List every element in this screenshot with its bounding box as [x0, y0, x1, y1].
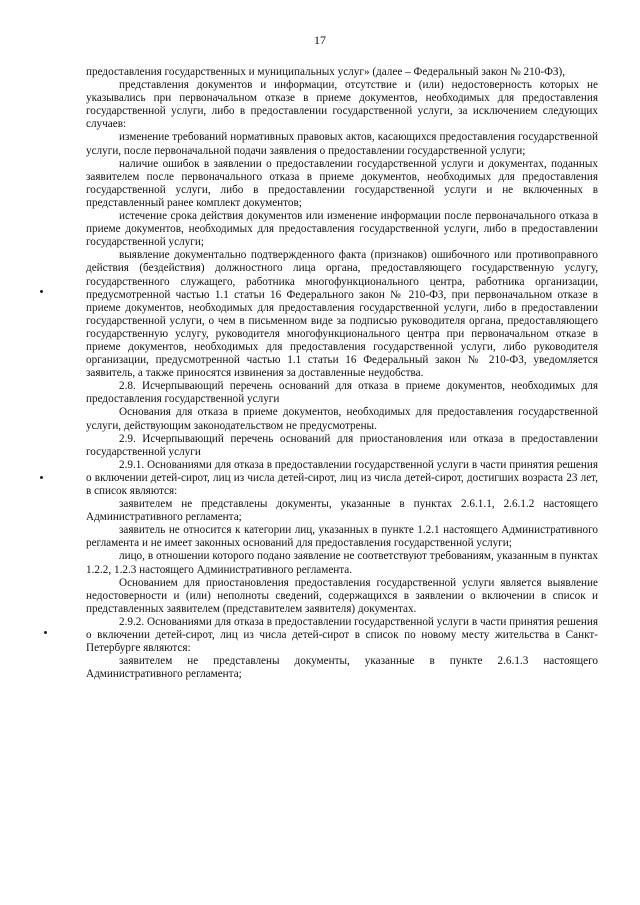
paragraph: заявителем не представлены документы, указанные в пункте 2.6.1.3 настоящего Административного регламента; [86, 655, 598, 681]
margin-mark [44, 631, 47, 634]
margin-mark [40, 290, 43, 293]
paragraph: наличие ошибок в заявлении о предоставлении государственной услуги и документах, поданных заявителем после первоначального отказа в приеме документов, необходимых для предоставления государственной услуги, либо в предоставлении государственной услуги и не включенных в представленный ранее комплект документов; [86, 157, 598, 209]
paragraph: заявитель не относится к категории лиц, указанных в пункте 1.2.1 настоящего Административного регламента и не имеет законных оснований для предоставления государственной услуги; [86, 524, 598, 550]
paragraph: выявление документально подтвержденного факта (признаков) ошибочного или противоправного действия (бездействия) должностного лица органа, предоставляющего государственную услугу, государственного служащего, работника многофункционального центра, работника организации, предусмотренной частью 1.1 статьи 16 Федерального закон № 210-ФЗ, при первоначальном отказе в приеме документов, необходимых для предоставления государственной услуги, либо в предоставлении государственной услуги, о чем в письменном виде за подписью руководителя органа, предоставляющего государственную услугу, руководителя многофункционального центра при первоначальном отказе в приеме документов, необходимых для предоставления государственной услуги, либо руководителя организации, предусмотренной частью 1.1 статьи 16 Федеральный закон № 210-ФЗ, уведомляется заявитель, а также приносятся извинения за доставленные неудобства. [86, 249, 598, 380]
paragraph: Основанием для приостановления предоставления государственной услуги является выявление недостоверности и (или) неполноты сведений, содержащихся в заявлении о включении в список и представленных заявителем (представителем заявителя) документах. [86, 576, 598, 615]
page-number: 17 [314, 33, 326, 47]
paragraph: представления документов и информации, отсутствие и (или) недостоверность которых не указывались при первоначальном отказе в приеме документов, необходимых для предоставления государственной услуги, либо в предоставлении государственной услуги, за исключением следующих случаев: [86, 79, 598, 131]
document-body [86, 66, 598, 681]
section-heading: 2.8. Исчерпывающий перечень оснований для отказа в приеме документов, необходимых для предоставления государственной услуги [86, 380, 598, 406]
margin-mark [40, 476, 43, 479]
paragraph: лицо, в отношении которого подано заявление не соответствуют требованиям, указанным в пунктах 1.2.2, 1.2.3 настоящего Административного регламента. [86, 550, 598, 576]
paragraph: 2.9.1. Основаниями для отказа в предоставлении государственной услуги в части принятия решения о включении детей-сирот, лиц из числа детей-сирот, лиц из числа детей-сирот, достигших возраста 23 лет, в список являются: [86, 458, 598, 497]
paragraph: 2.9.2. Основаниями для отказа в предоставлении государственной услуги в части принятия решения о включении детей-сирот, лиц из числа детей-сирот в список по новому месту жительства в Санкт-Петербурге являются: [86, 615, 598, 655]
section-heading: 2.9. Исчерпывающий перечень оснований для приостановления или отказа в предоставлении государственной услуги [86, 432, 598, 458]
paragraph: Основания для отказа в приеме документов, необходимых для предоставления государственной услуги, действующим законодательством не предусмотрены. [86, 406, 598, 432]
paragraph: предоставления государственных и муниципальных услуг» (далее – Федеральный закон № 210-ФЗ), [86, 66, 566, 78]
paragraph: истечение срока действия документов или изменение информации после первоначального отказа в приеме документов, необходимых для предоставления государственной услуги, либо в предоставлении государственной услуги; [86, 210, 598, 249]
paragraph: изменение требований нормативных правовых актов, касающихся предоставления государственной услуги, после первоначальной подачи заявления о предоставлении государственной услуги; [86, 131, 598, 157]
paragraph: заявителем не представлены документы, указанные в пунктах 2.6.1.1, 2.6.1.2 настоящего Административного регламента; [86, 498, 598, 524]
